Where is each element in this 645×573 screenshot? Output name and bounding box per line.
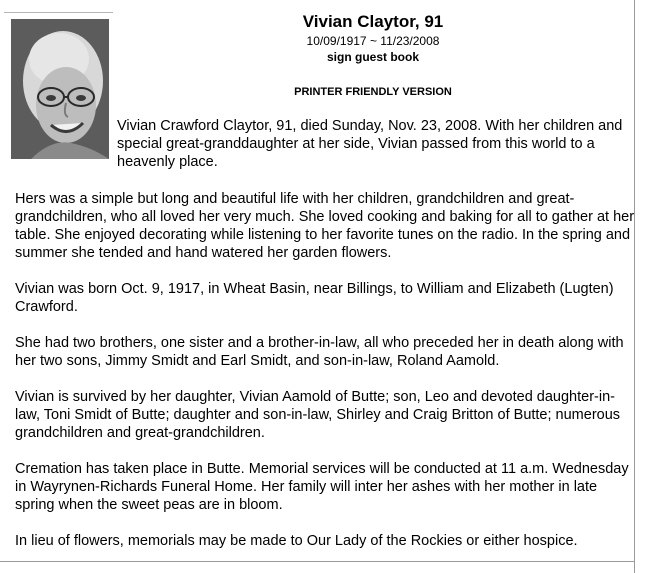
printer-friendly-link[interactable]: PRINTER FRIENDLY VERSION [294, 86, 452, 98]
obituary-paragraph: Hers was a simple but long and beautiful life with her children, grandchildren and great-grandchildren, who all loved her very much. She loved cooking and baking for all to gather at her table. She enjoyed decorating while listening to her favorite tunes on the radio. In the spring and summer she tended and hand watered her garden flowers. [15, 191, 635, 261]
frame-bottom-border [0, 561, 635, 562]
obituary-paragraph: Vivian was born Oct. 9, 1917, in Wheat Basin, near Billings, to William and Elizabeth (Lugten) Crawford. [15, 281, 614, 315]
sign-guest-book-link[interactable]: sign guest book [326, 50, 419, 64]
photo-frame [4, 12, 113, 165]
life-dates: 10/09/1917 ~ 11/23/2008 [306, 34, 440, 48]
obituary-paragraph: In lieu of flowers, memorials may be made to Our Lady of the Rockies or either hospice. [15, 533, 578, 549]
obituary-header [113, 12, 633, 100]
obituary-paragraph: She had two brothers, one sister and a brother-in-law, all who preceded her in death along with her two sons, Jimmy Smidt and Earl Smidt, and son-in-law, Roland Aamold. [15, 335, 624, 369]
obituary-paragraph: Vivian Crawford Claytor, 91, died Sunday, Nov. 23, 2008. With her children and special great-granddaughter at her side, Vivian passed from this world to a heavenly place. [117, 118, 623, 170]
obituary-title: Vivian Claytor, 91 [302, 12, 444, 31]
obituary-paragraph: Vivian is survived by her daughter, Vivian Aamold of Butte; son, Leo and devoted daughter-in-law, Toni Smidt of Butte; daughter and son-in-law, Shirley and Craig Britton of Butte; numerous grandchildren and great-grandchildren. [15, 389, 621, 441]
portrait-photo [11, 19, 109, 159]
obituary-paragraph: Cremation has taken place in Butte. Memorial services will be conducted at 11 a.m. Wednesday in Wayrynen-Richards Funeral Home. Her family will inter her ashes with her mother in late spring when the sweet peas are in bloom. [15, 461, 629, 513]
